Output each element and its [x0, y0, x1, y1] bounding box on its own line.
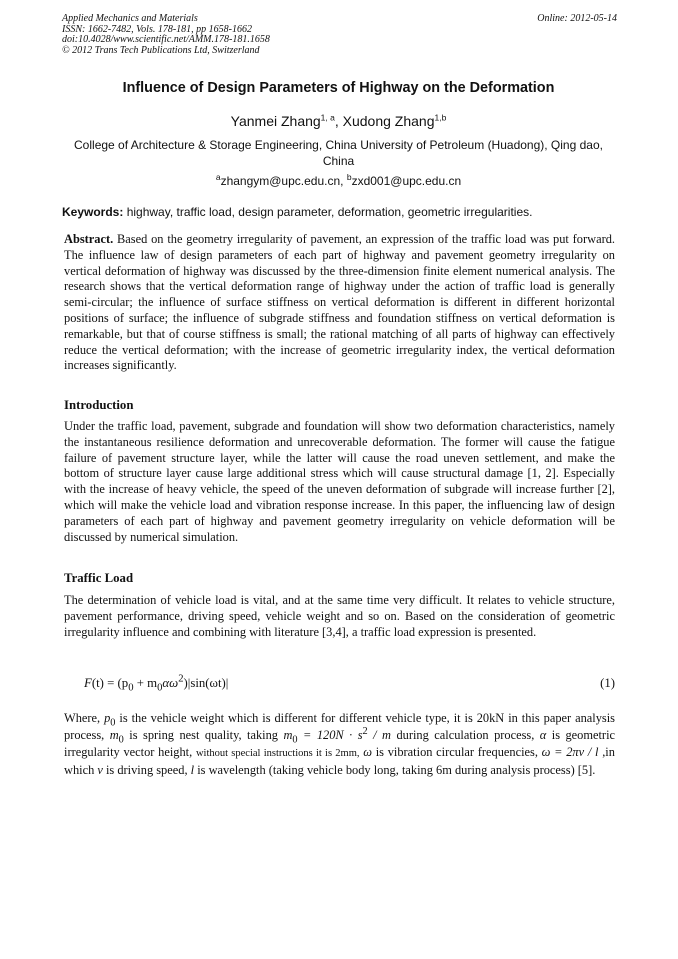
abstract-text: Based on the geometry irregularity of pavement, an expression of the traffic load was put forward. The influence law of design parameters of each part of highway and pavement geometry irregularity on vertical deformation of highway was discussed by the three-dimension finite element numerical analysis. The research shows that the vertical deformation range of highway under the action of traffic load is generally semi-circular; the influence of surface stiffness on vertical deformation is different in different horizontal positions of surface; the influence of subgrade stiffness and foundation stiffness on vertical deformation is remarkable, but that of course stiffness is small; the rational matching of all parts of highway can effectively reduce the vertical deformation; with the increase of geometric irregularity index, the vertical deformation increases significantly. — [64, 232, 615, 373]
where-text: is wavelength (taking vehicle body long, taking 6m during analysis process) [5]. — [194, 763, 596, 778]
issn-line: ISSN: 1662-7482, Vols. 178-181, pp 1658-1662 — [62, 23, 252, 35]
equation-1 — [84, 673, 615, 694]
paper-title: Influence of Design Parameters of Highway on the Deformation — [122, 80, 555, 96]
author-affil-mark: 1,b — [434, 112, 447, 123]
where-text: ,in which — [64, 744, 615, 778]
where-text: is geometric irregularity vector height, — [64, 727, 616, 759]
symbol-v: v — [97, 763, 103, 778]
symbol-l: l — [190, 763, 195, 778]
symbol-sub: 0 — [118, 734, 124, 746]
abstract — [64, 232, 615, 374]
symbol-sup: 2 — [362, 725, 368, 737]
where-formula: / m — [367, 727, 391, 742]
author-line — [62, 113, 615, 129]
traffic-load-text: The determination of vehicle load is vital, and at the same time very difficult. It relates to vehicle structure, pavement performance, driving speed, vehicle weight and so on. Based on the consideration of geometric irregularity influence and combining with literature [3,4], a traffic load expression is presented. — [64, 593, 615, 639]
where-text: is vibration circular frequencies, — [372, 744, 542, 759]
introduction-heading: Introduction — [64, 398, 134, 412]
symbol-m: m — [109, 727, 119, 742]
keywords — [62, 205, 617, 219]
email-link[interactable]: zxd001@upc.edu.cn — [351, 174, 462, 188]
online-date: Online: 2012-05-14 — [537, 13, 617, 24]
where-formula: = 120N · s — [297, 727, 363, 742]
author-name: Yanmei Zhang — [230, 113, 321, 129]
eq-alpha: αω — [162, 676, 179, 690]
eq-mid: + m — [133, 676, 158, 690]
author-affil-mark: 1, a — [320, 112, 335, 123]
keywords-label: Keywords: — [62, 205, 124, 219]
symbol-sub: 0 — [110, 717, 116, 729]
symbol-sub: 0 — [292, 734, 298, 746]
symbol-p: p — [104, 711, 111, 725]
eq-sub: 0 — [128, 682, 134, 694]
where-text: is the vehicle weight which is different for different vehicle type, it is 20kN in this paper analysis process, — [64, 711, 615, 742]
where-paragraph — [64, 710, 615, 779]
keywords-text: highway, traffic load, design parameter, deformation, geometric irregularities. — [123, 205, 533, 219]
email-line — [62, 174, 615, 188]
copyright-line: © 2012 Trans Tech Publications Ltd, Switzerland — [62, 44, 260, 56]
where-small-text: without special instructions it is 2mm, — [195, 747, 360, 759]
eq-sub: 0 — [157, 682, 163, 694]
where-text: is driving speed, — [102, 763, 191, 778]
symbol-m: m — [283, 727, 293, 742]
email-separator: , — [340, 174, 347, 188]
introduction-text: Under the traffic load, pavement, subgrade and foundation will show two deformation characteristics, namely the instantaneous resilience deformation and unrecoverable deformation. The former will cause the fatigue failure of pavement structure layer, while the latter will cause the road uneven settlement, and make the bottom of structure layer cause large additional stress which will cause structural damage [1, 2]. Especially with the increase of heavy vehicle, the speed of the uneven deformation of subgrade will increase further [2], which will make the vehicle load and vibration response increase. In this paper, the influencing law of design parameters of each part of highway and pavement geometry irregularity on vehicle deformation will be discussed by numerical simulation. — [64, 419, 615, 544]
journal-header — [62, 14, 617, 56]
where-text: Where, — [64, 711, 105, 725]
abstract-label: Abstract. — [64, 232, 114, 246]
symbol-alpha: α — [539, 727, 547, 742]
where-text: is spring nest quality, taking — [123, 727, 284, 742]
journal-name: Applied Mechanics and Materials — [62, 13, 198, 24]
email-mark: a — [215, 172, 221, 182]
equation-number: (1) — [600, 676, 615, 690]
email-link[interactable]: zhangym@upc.edu.cn — [220, 174, 341, 188]
eq-body: (t) = (p — [91, 676, 129, 690]
eq-lhs: F — [84, 676, 92, 690]
author-separator: , — [334, 113, 343, 129]
where-formula: ω = 2πv / l — [541, 744, 599, 759]
eq-sup: 2 — [178, 673, 184, 685]
eq-tail: )|sin(ωt)| — [183, 676, 229, 690]
symbol-omega: ω — [359, 744, 372, 759]
author-name: Xudong Zhang — [342, 113, 435, 129]
email-mark: b — [346, 172, 352, 182]
where-text: during calculation process, — [391, 727, 540, 742]
doi-line: doi:10.4028/www.scientific.net/AMM.178-181.1658 — [62, 34, 270, 45]
traffic-load-heading: Traffic Load — [64, 571, 134, 585]
affiliation: College of Architecture & Storage Engineering, China University of Petroleum (Huadong), Qing dao, China — [74, 138, 603, 168]
